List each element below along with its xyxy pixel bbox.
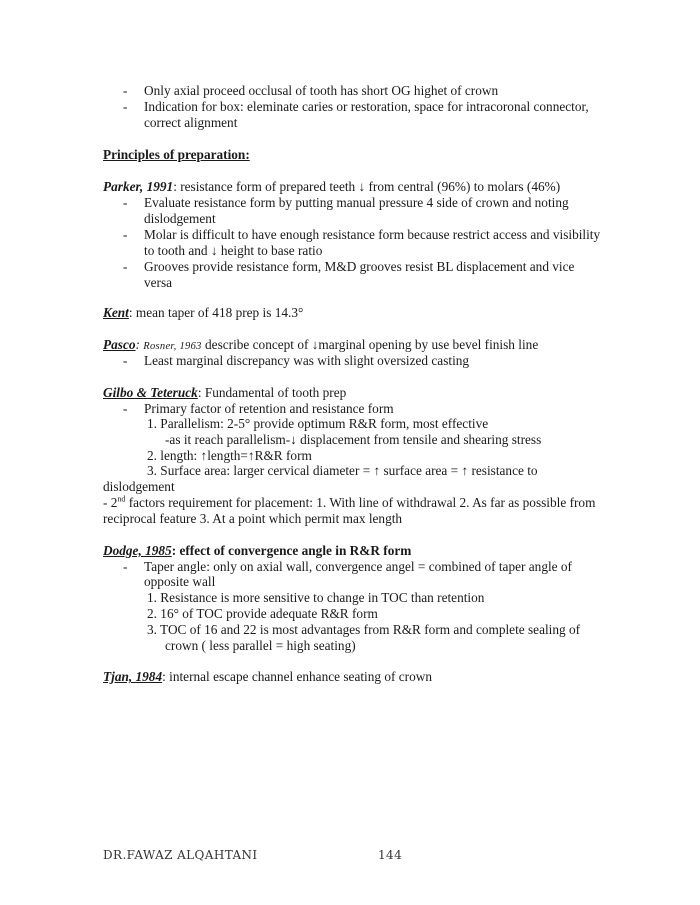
author: Tjan, 1984: [103, 669, 163, 684]
bullet-dash: -: [123, 259, 128, 274]
bullet-dash: -: [123, 195, 128, 210]
citation: Rosner, 1963: [143, 341, 202, 352]
author: Parker, 1991: [103, 179, 174, 194]
bullet-dash: -: [123, 353, 128, 368]
bullet-text: dislodgement: [144, 211, 216, 226]
tjan-paragraph: [103, 669, 432, 685]
paragraph-text: : mean taper of 418 prep is 14.3°: [128, 305, 304, 320]
bullet-text: Molar is difficult to have enough resistance form because restrict access and visibility: [144, 227, 601, 242]
paragraph-title: : effect of convergence angle in R&R form: [171, 543, 412, 558]
page-number: 144: [378, 848, 403, 862]
bullet-text: opposite wall: [144, 574, 216, 589]
paragraph-text: : internal escape channel enhance seating of crown: [162, 669, 432, 684]
dodge-paragraph: [103, 543, 411, 559]
list-item: -as it reach parallelism-↓ displacement from tensile and shearing stress: [165, 432, 542, 447]
list-item: crown ( less parallel = high seating): [165, 638, 356, 653]
list-item: 1. Parallelism: 2-5° provide optimum R&R form, most effective: [147, 416, 489, 431]
bullet-text: Taper angle: only on axial wall, convergence angel = combined of taper angle of: [144, 559, 572, 574]
paragraph-text: describe concept of ↓marginal opening by use bevel finish line: [201, 337, 539, 352]
list-item: 2. length: ↑length=↑R&R form: [147, 448, 312, 463]
gilbo-paragraph: [103, 385, 346, 401]
paragraph-text: : Fundamental of tooth prep: [197, 385, 347, 400]
bullet-dash: -: [123, 559, 128, 574]
section-heading: Principles of preparation:: [103, 147, 250, 162]
author: Gilbo & Teteruck: [103, 385, 198, 400]
bullet-text: Grooves provide resistance form, M&D grooves resist BL displacement and vice: [144, 259, 575, 274]
bullet-text: correct alignment: [144, 115, 238, 130]
list-item: 2. 16° of TOC provide adequate R&R form: [147, 606, 378, 621]
bullet-dash: -: [123, 401, 128, 416]
bullet-text: Least marginal discrepancy was with slight oversized casting: [144, 353, 470, 368]
colon: :: [135, 337, 140, 352]
bullet-dash: -: [123, 99, 128, 114]
kent-paragraph: [103, 305, 303, 321]
bullet-text: Indication for box: eleminate caries or restoration, space for intracoronal connector,: [144, 99, 589, 114]
superscript: nd: [117, 494, 126, 504]
list-item: 1. Resistance is more sensitive to change in TOC than retention: [147, 590, 485, 605]
paragraph-text: : resistance form of prepared teeth ↓ from central (96%) to molars (46%): [173, 179, 561, 194]
list-item: 3. Surface area: larger cervical diameter = ↑ surface area = ↑ resistance to: [147, 463, 538, 478]
list-item-continuation: dislodgement: [103, 479, 175, 494]
parker-paragraph: [103, 179, 560, 195]
second-factors-text: reciprocal feature 3. At a point which permit max length: [103, 511, 403, 526]
bullet-dash: -: [123, 83, 128, 98]
bullet-text: Primary factor of retention and resistance form: [144, 401, 394, 416]
second-factors-text: [103, 495, 595, 511]
list-item: 3. TOC of 16 and 22 is most advantages from R&R form and complete sealing of: [147, 622, 581, 637]
text: - 2: [103, 495, 118, 510]
bullet-text: versa: [144, 275, 173, 290]
author: Dodge, 1985: [103, 543, 172, 558]
text: factors requirement for placement: 1. With line of withdrawal 2. As far as possible from: [125, 495, 596, 510]
footer-author: DR.FAWAZ ALQAHTANI: [103, 848, 258, 862]
bullet-text: Evaluate resistance form by putting manual pressure 4 side of crown and noting: [144, 195, 569, 210]
bullet-dash: -: [123, 227, 128, 242]
bullet-text: to tooth and ↓ height to base ratio: [144, 243, 323, 258]
bullet-text: Only axial proceed occlusal of tooth has short OG highet of crown: [144, 83, 499, 98]
author: Pasco: [103, 337, 136, 352]
author: Kent: [103, 305, 129, 320]
